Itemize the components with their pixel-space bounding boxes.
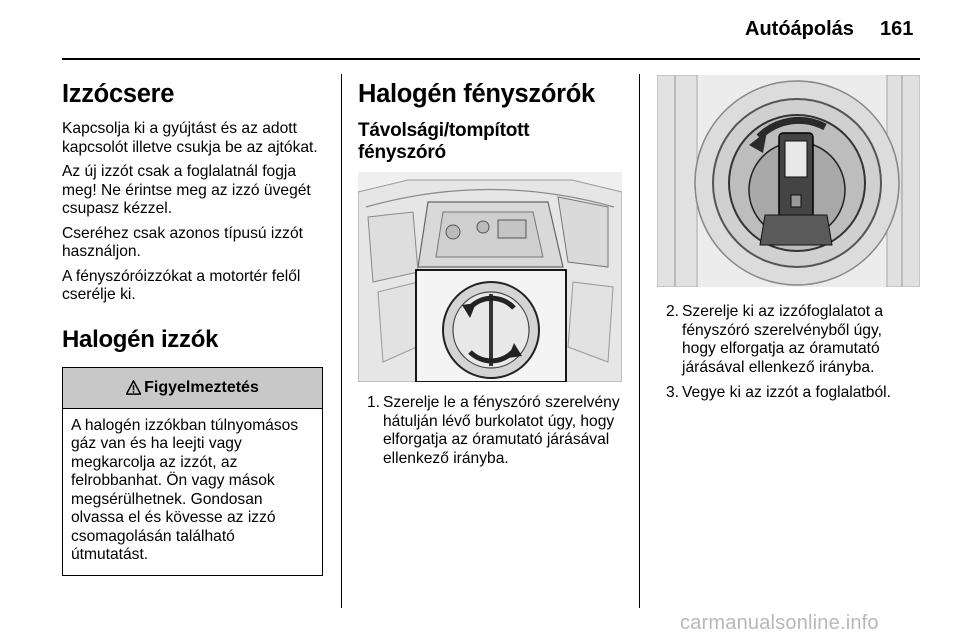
step-number: 2. (666, 303, 680, 320)
warning-triangle-icon (126, 380, 141, 395)
step-text: Szerelje ki az izzófoglalatot a fényszóró szerelvényből úgy, hogy elforgatja az óramutató járásával ellenkező irányba. (682, 303, 884, 376)
warning-text: A halogén izzókban túlnyomásos gáz van és ha leejti vagy megkarcolja az izzót, az felrobbanhat. Ön vagy mások megsérülhetnek. Gondosan olvassa el és kövesse az izzó csomagolásán található útmutatást. (71, 416, 299, 564)
paragraph: Kapcsolja ki a gyújtást és az adott kapcsolót illetve csukja be az ajtókat. (62, 120, 318, 156)
step-number: 3. (666, 384, 680, 401)
column-divider (639, 74, 640, 608)
warning-header (63, 368, 322, 409)
list-item (657, 384, 920, 403)
paragraph: Cseréhez csak azonos típusú izzót használjon. (62, 224, 303, 261)
column-divider (341, 74, 342, 608)
heading-halogen-izzok: Halogén izzók (62, 325, 219, 353)
warning-title: Figyelmeztetés (144, 378, 259, 396)
column-3 (657, 75, 920, 410)
paragraph: A fényszóróizzókat a motortér felől cserélje ki. (62, 267, 301, 304)
heading-halogen-fenyszorok: Halogén fényszórók (358, 80, 595, 108)
step-number: 1. (367, 394, 381, 412)
list-item (657, 303, 920, 377)
warning-box (62, 367, 323, 576)
bulb-holder-image (657, 75, 920, 287)
paragraph: Az új izzót csak a foglalatnál fogja meg! Ne érintse meg az izzó üvegét csupasz kézzel. (62, 163, 311, 218)
steps-list (358, 394, 622, 468)
column-2 (358, 70, 622, 475)
column-1 (62, 70, 324, 576)
subheading-tavolsagi-tompitott: Távolsági/tompított fényszóró (358, 120, 530, 164)
steps-list (657, 303, 920, 403)
list-item (358, 394, 622, 468)
watermark: carmanualsonline.info (680, 612, 879, 634)
page-header (0, 18, 960, 58)
heading-izzocsere: Izzócsere (62, 80, 175, 108)
engine-bay-image (358, 172, 622, 382)
header-rule (62, 58, 920, 60)
step-text: Szerelje le a fényszóró szerelvény hátulján lévő burkolatot úgy, hogy elforgatja az óramutató járásával ellenkező irányba. (383, 394, 620, 467)
section-title: Autóápolás (745, 18, 854, 40)
page-number: 161 (880, 18, 914, 40)
step-text: Vegye ki az izzót a foglalatból. (682, 384, 891, 401)
